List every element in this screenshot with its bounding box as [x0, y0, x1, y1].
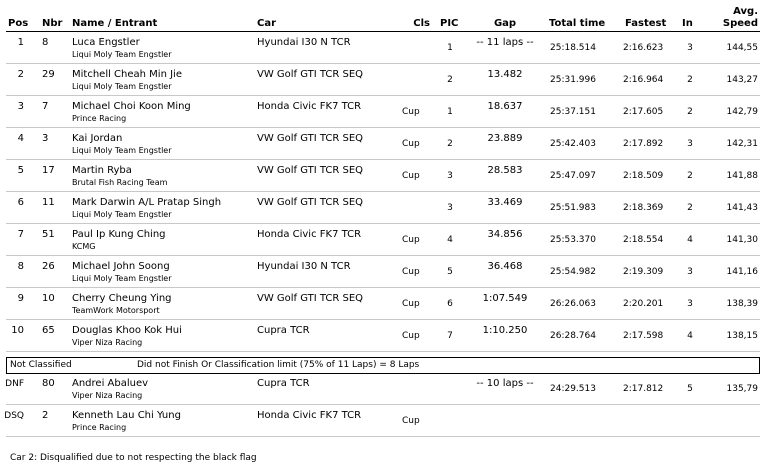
cell-in: 4: [687, 235, 693, 245]
cell-class: Cup: [402, 107, 420, 117]
cell-avg-speed: 143,27: [726, 75, 758, 85]
cell-nbr: 51: [42, 229, 55, 240]
cell-gap: 36.468: [487, 261, 523, 272]
row-divider: [6, 351, 760, 352]
cell-fastest: 2:20.201: [623, 299, 664, 309]
cell-driver-name: Andrei Abaluev: [72, 378, 149, 389]
cell-car: Hyundai I30 N TCR: [257, 37, 351, 48]
cell-driver-name: Mitchell Cheah Min Jie: [72, 69, 182, 80]
cell-driver-name: Martin Ryba: [72, 165, 132, 176]
cell-pic: 4: [447, 235, 453, 245]
cell-pos: 6: [17, 197, 24, 208]
cell-pic: 1: [447, 107, 453, 117]
cell-pos: 1: [17, 37, 24, 48]
header-cls: Cls: [413, 18, 430, 29]
cell-entrant: Liqui Moly Team Engstler: [72, 146, 172, 155]
cell-entrant: Prince Racing: [72, 114, 127, 123]
cell-car: VW Golf GTI TCR SEQ: [257, 197, 364, 208]
cell-avg-speed: 135,79: [726, 384, 758, 394]
cell-driver-name: Paul Ip Kung Ching: [72, 229, 166, 240]
cell-gap: 18.637: [487, 101, 523, 112]
cell-avg-speed: 142,31: [726, 139, 758, 149]
cell-car: VW Golf GTI TCR SEQ: [257, 133, 364, 144]
header-car: Car: [257, 18, 277, 29]
cell-nbr: 29: [42, 69, 55, 80]
header-nbr: Nbr: [42, 18, 63, 29]
cell-pic: 5: [447, 267, 453, 277]
table-row: [0, 128, 766, 160]
not-classified-banner: [6, 357, 760, 374]
cell-total-time: 25:31.996: [550, 75, 596, 85]
cell-car: VW Golf GTI TCR SEQ: [257, 69, 364, 80]
cell-nbr: 11: [42, 197, 55, 208]
cell-class: Cup: [402, 267, 420, 277]
cell-total-time: 25:37.151: [550, 107, 596, 117]
cell-entrant: Brutal Fish Racing Team: [72, 178, 168, 187]
table-row: [0, 256, 766, 288]
cell-fastest: 2:17.812: [623, 384, 664, 394]
cell-driver-name: Mark Darwin A/L Pratap Singh: [72, 197, 222, 208]
cell-nbr: 3: [42, 133, 49, 144]
cell-pos: 3: [17, 101, 24, 112]
table-row: [0, 405, 766, 437]
cell-class: Cup: [402, 139, 420, 149]
cell-in: 3: [687, 43, 693, 53]
cell-pos: DSQ: [4, 411, 24, 421]
cell-fastest: 2:16.964: [623, 75, 664, 85]
row-divider: [6, 436, 760, 437]
cell-nbr: 65: [42, 325, 55, 336]
cell-pos: 7: [17, 229, 24, 240]
cell-total-time: 25:51.983: [550, 203, 596, 213]
cell-pic: 6: [447, 299, 453, 309]
not-classified-note: Did not Finish Or Classification limit (75% of 11 Laps) = 8 Laps: [137, 360, 420, 370]
cell-driver-name: Kai Jordan: [72, 133, 123, 144]
table-row: [0, 320, 766, 352]
cell-nbr: 26: [42, 261, 55, 272]
cell-class: Cup: [402, 235, 420, 245]
header-pos: Pos: [8, 18, 29, 29]
cell-pos: 8: [17, 261, 24, 272]
cell-gap: 28.583: [487, 165, 523, 176]
table-row: [0, 96, 766, 128]
cell-gap: -- 10 laps --: [476, 378, 534, 389]
cell-fastest: 2:17.598: [623, 331, 664, 341]
cell-avg-speed: 144,55: [726, 43, 758, 53]
cell-pic: 2: [447, 139, 453, 149]
cell-nbr: 80: [42, 378, 55, 389]
table-row: [0, 64, 766, 96]
cell-driver-name: Cherry Cheung Ying: [72, 293, 172, 304]
cell-pos: 9: [17, 293, 24, 304]
cell-car: Cupra TCR: [257, 325, 310, 336]
cell-avg-speed: 141,16: [726, 267, 758, 277]
cell-in: 3: [687, 299, 693, 309]
cell-driver-name: Kenneth Lau Chi Yung: [72, 410, 181, 421]
cell-in: 4: [687, 331, 693, 341]
cell-total-time: 25:53.370: [550, 235, 596, 245]
cell-entrant: Viper Niza Racing: [72, 391, 143, 400]
cell-gap: 1:07.549: [482, 293, 528, 304]
cell-entrant: Liqui Moly Team Engstler: [72, 274, 172, 283]
cell-pos: 2: [17, 69, 24, 80]
table-row: [0, 373, 766, 405]
cell-avg-speed: 141,30: [726, 235, 758, 245]
cell-gap: 33.469: [487, 197, 523, 208]
cell-class: Cup: [402, 171, 420, 181]
cell-in: 2: [687, 203, 693, 213]
cell-driver-name: Michael John Soong: [72, 261, 170, 272]
header-name: Name / Entrant: [72, 18, 158, 29]
table-row: [0, 288, 766, 320]
cell-gap: 34.856: [487, 229, 523, 240]
cell-fastest: 2:18.554: [623, 235, 664, 245]
header-total-time: Total time: [549, 18, 606, 29]
header-avg: Avg.: [733, 6, 758, 17]
cell-car: Honda Civic FK7 TCR: [257, 410, 362, 421]
cell-nbr: 2: [42, 410, 49, 421]
cell-total-time: 25:54.982: [550, 267, 596, 277]
cell-driver-name: Luca Engstler: [72, 37, 140, 48]
cell-entrant: KCMG: [72, 242, 96, 251]
cell-entrant: Viper Niza Racing: [72, 338, 143, 347]
cell-pos: 5: [17, 165, 24, 176]
cell-fastest: 2:18.369: [623, 203, 664, 213]
cell-nbr: 7: [42, 101, 49, 112]
cell-pos: 10: [11, 325, 24, 336]
cell-fastest: 2:18.509: [623, 171, 664, 181]
cell-pic: 1: [447, 43, 453, 53]
cell-class: Cup: [402, 416, 420, 426]
table-row: [0, 32, 766, 64]
cell-driver-name: Michael Choi Koon Ming: [72, 101, 191, 112]
cell-gap: -- 11 laps --: [476, 37, 534, 48]
cell-total-time: 25:18.514: [550, 43, 596, 53]
cell-car: Honda Civic FK7 TCR: [257, 229, 362, 240]
cell-pic: 3: [447, 203, 453, 213]
cell-car: VW Golf GTI TCR SEQ: [257, 165, 364, 176]
cell-avg-speed: 142,79: [726, 107, 758, 117]
cell-gap: 13.482: [487, 69, 523, 80]
cell-avg-speed: 138,15: [726, 331, 758, 341]
cell-in: 2: [687, 171, 693, 181]
header-in: In: [682, 18, 693, 29]
cell-avg-speed: 138,39: [726, 299, 758, 309]
cell-avg-speed: 141,43: [726, 203, 758, 213]
cell-driver-name: Douglas Khoo Kok Hui: [72, 325, 182, 336]
cell-nbr: 8: [42, 37, 49, 48]
cell-avg-speed: 141,88: [726, 171, 758, 181]
cell-nbr: 17: [42, 165, 55, 176]
cell-pic: 7: [447, 331, 453, 341]
cell-car: Honda Civic FK7 TCR: [257, 101, 362, 112]
cell-total-time: 26:28.764: [550, 331, 596, 341]
table-row: [0, 192, 766, 224]
cell-fastest: 2:17.892: [623, 139, 664, 149]
cell-in: 3: [687, 267, 693, 277]
table-header: [0, 0, 766, 32]
cell-total-time: 25:47.097: [550, 171, 596, 181]
cell-total-time: 24:29.513: [550, 384, 596, 394]
cell-car: VW Golf GTI TCR SEQ: [257, 293, 364, 304]
cell-in: 5: [687, 384, 693, 394]
cell-fastest: 2:17.605: [623, 107, 664, 117]
cell-gap: 1:10.250: [482, 325, 528, 336]
footnote: Car 2: Disqualified due to not respecting the black flag: [10, 453, 257, 463]
table-row: [0, 224, 766, 256]
header-fastest: Fastest: [625, 18, 667, 29]
cell-entrant: Liqui Moly Team Engstler: [72, 210, 172, 219]
not-classified-label: Not Classified: [10, 360, 72, 370]
cell-entrant: Liqui Moly Team Engstler: [72, 82, 172, 91]
cell-nbr: 10: [42, 293, 55, 304]
header-gap: Gap: [493, 18, 517, 29]
table-row: [0, 160, 766, 192]
cell-total-time: 25:42.403: [550, 139, 596, 149]
cell-car: Hyundai I30 N TCR: [257, 261, 351, 272]
cell-class: Cup: [402, 331, 420, 341]
cell-entrant: Liqui Moly Team Engstler: [72, 50, 172, 59]
cell-pos: 4: [17, 133, 24, 144]
cell-pic: 3: [447, 171, 453, 181]
cell-pic: 2: [447, 75, 453, 85]
cell-car: Cupra TCR: [257, 378, 310, 389]
cell-entrant: Prince Racing: [72, 423, 127, 432]
cell-total-time: 26:26.063: [550, 299, 596, 309]
header-speed: Speed: [722, 18, 758, 29]
header-pic: PIC: [440, 18, 459, 29]
cell-fastest: 2:19.309: [623, 267, 664, 277]
cell-pos: DNF: [5, 379, 24, 389]
cell-in: 3: [687, 139, 693, 149]
cell-gap: 23.889: [487, 133, 523, 144]
cell-fastest: 2:16.623: [623, 43, 664, 53]
cell-class: Cup: [402, 299, 420, 309]
cell-entrant: TeamWork Motorsport: [72, 306, 160, 315]
cell-in: 2: [687, 75, 693, 85]
cell-in: 2: [687, 107, 693, 117]
